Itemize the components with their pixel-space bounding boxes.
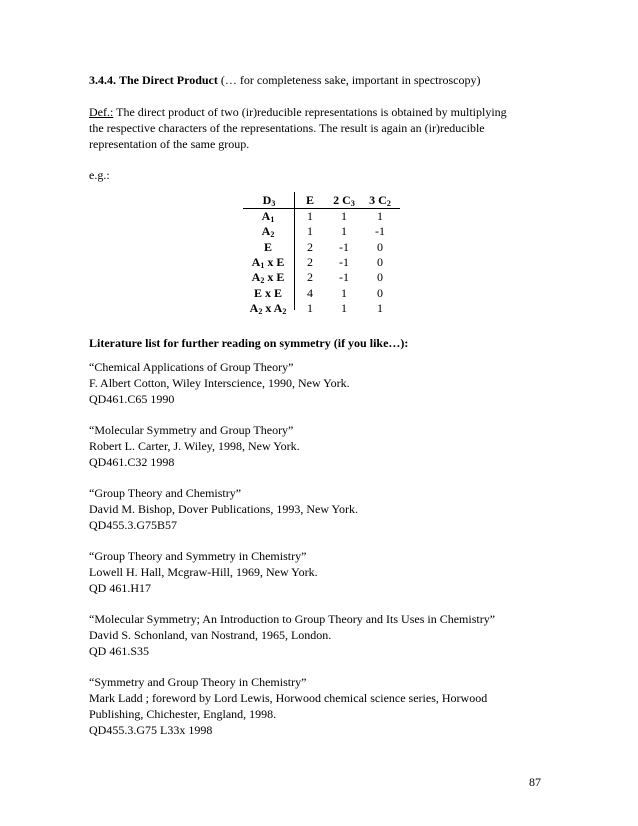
reference-title: “Molecular Symmetry and Group Theory” (89, 423, 294, 437)
table-cell: 0 (377, 239, 383, 254)
table-cell: 2 (307, 270, 313, 285)
table-cell: 0 (377, 270, 383, 285)
reference-title: “Chemical Applications of Group Theory” (89, 360, 294, 374)
table-group-label: $D_3$ (262, 193, 276, 208)
example-label: e.g.: (89, 168, 110, 182)
table-cell: 1 (341, 300, 347, 315)
reference-author: Robert L. Carter, J. Wiley, 1998, New York. (89, 439, 300, 453)
table-col-c3: 2 $C_3$ (333, 193, 355, 208)
table-cell: 4 (307, 285, 313, 300)
table-cell: 1 (341, 224, 347, 239)
reference-author-continued: Publishing, Chichester, England, 1998. (89, 707, 277, 721)
table-col-e: E (305, 193, 314, 207)
section-note: (… for completeness sake, important in spectroscopy) (217, 73, 481, 87)
literature-heading: Literature list for further reading on symmetry (if you like…): (89, 336, 409, 350)
table-row-label: $A_2$ x E (251, 270, 285, 286)
table-cell: -1 (339, 270, 349, 285)
table-cell: -1 (339, 239, 349, 254)
page-number: 87 (529, 775, 541, 789)
reference-title: “Group Theory and Symmetry in Chemistry” (89, 549, 307, 563)
table-cell: 1 (307, 224, 313, 239)
reference-title: “Symmetry and Group Theory in Chemistry” (89, 675, 307, 689)
table-row-label: E x E (253, 285, 282, 300)
table-col-c2: 3 $C_2$ (369, 193, 391, 208)
table-cell: 2 (307, 239, 313, 254)
table-cell: 0 (377, 254, 383, 269)
reference-title: “Molecular Symmetry; An Introduction to Group Theory and Its Uses in Chemistry” (89, 612, 496, 626)
table-row-label: E (263, 239, 272, 254)
definition-line-3: representation of the same group. (89, 137, 250, 151)
reference-call-number: QD455.3.G75B57 (89, 518, 178, 532)
section-number: 3.4.4. (89, 73, 116, 87)
definition-line-2: the respective characters of the representations. The result is again an (ir)reducible (89, 121, 485, 135)
definition-text-1: The direct product of two (ir)reducible representations is obtained by multiplying (113, 105, 507, 119)
table-cell: 2 (307, 254, 313, 269)
table-cell: -1 (375, 224, 385, 239)
table-cell: 1 (377, 209, 383, 223)
table-row-label: $A_2$ x $A_2$ (249, 300, 287, 316)
definition-label: Def.: (89, 105, 114, 119)
table-vertical-rule (294, 192, 295, 310)
definition-line-1 (89, 104, 507, 120)
section-heading (89, 72, 480, 88)
reference-call-number: QD 461.H17 (89, 581, 151, 595)
reference-author: Mark Ladd ; foreword by Lord Lewis, Horwood chemical science series, Horwood (89, 691, 488, 705)
table-row-label: $A_2$ (261, 224, 275, 240)
reference-author: David S. Schonland, van Nostrand, 1965, London. (89, 628, 332, 642)
section-title: The Direct Product (119, 73, 218, 87)
table-cell: 0 (377, 285, 383, 300)
reference-call-number: QD461.C32 1998 (89, 455, 175, 469)
table-row-label: $A_1$ (261, 209, 275, 224)
table-row-label: $A_1$ x E (251, 254, 285, 270)
reference-title: “Group Theory and Chemistry” (89, 486, 242, 500)
table-cell: -1 (339, 254, 349, 269)
reference-call-number: QD455.3.G75 L33x 1998 (89, 723, 213, 737)
reference-author: David M. Bishop, Dover Publications, 1993, New York. (89, 502, 358, 516)
reference-author: Lowell H. Hall, Mcgraw-Hill, 1969, New York. (89, 565, 318, 579)
table-cell: 1 (307, 300, 313, 315)
table-cell: 1 (307, 209, 313, 223)
table-cell: 1 (341, 209, 347, 223)
reference-call-number: QD 461.S35 (89, 644, 150, 658)
reference-author: F. Albert Cotton, Wiley Interscience, 1990, New York. (89, 376, 350, 390)
reference-call-number: QD461.C65 1990 (89, 392, 175, 406)
table-cell: 1 (341, 285, 347, 300)
table-cell: 1 (377, 300, 383, 315)
